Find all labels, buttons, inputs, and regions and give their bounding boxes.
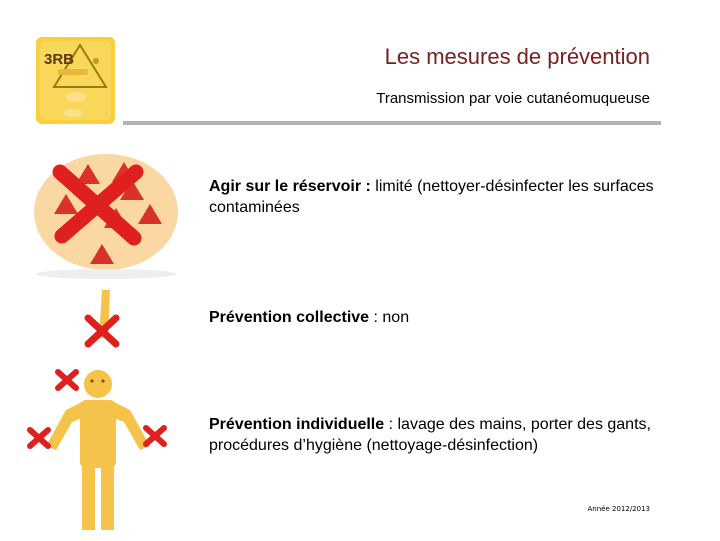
logo	[36, 37, 115, 124]
individual-measure-text: : lavage des mains, porter des gants, procédures d’hygiène (nettoyage-désinfection)	[209, 416, 651, 454]
person-cross-icon	[26, 366, 170, 541]
reservoir-measure-label: Agir sur le réservoir :	[209, 178, 371, 195]
page-subtitle: Transmission par voie cutanéomuqueuse	[376, 90, 650, 107]
collective-measure	[209, 307, 659, 328]
footer-year: Année 2012/2013	[587, 505, 650, 513]
reservoir-measure	[209, 176, 659, 218]
header-divider	[123, 121, 661, 125]
reservoir-cross-icon	[32, 150, 180, 285]
page-title: Les mesures de prévention	[384, 44, 650, 69]
individual-measure-label: Prévention individuelle	[209, 416, 385, 433]
collective-measure-label: Prévention collective	[209, 309, 370, 326]
reservoir-measure-text: limité (nettoyer-désinfecter les surfaces contaminées	[209, 178, 654, 216]
logo-text: 3RB	[44, 51, 75, 68]
collective-measure-text: : non	[369, 309, 410, 326]
transmission-cross-icon	[80, 288, 124, 361]
individual-measure	[209, 414, 659, 456]
